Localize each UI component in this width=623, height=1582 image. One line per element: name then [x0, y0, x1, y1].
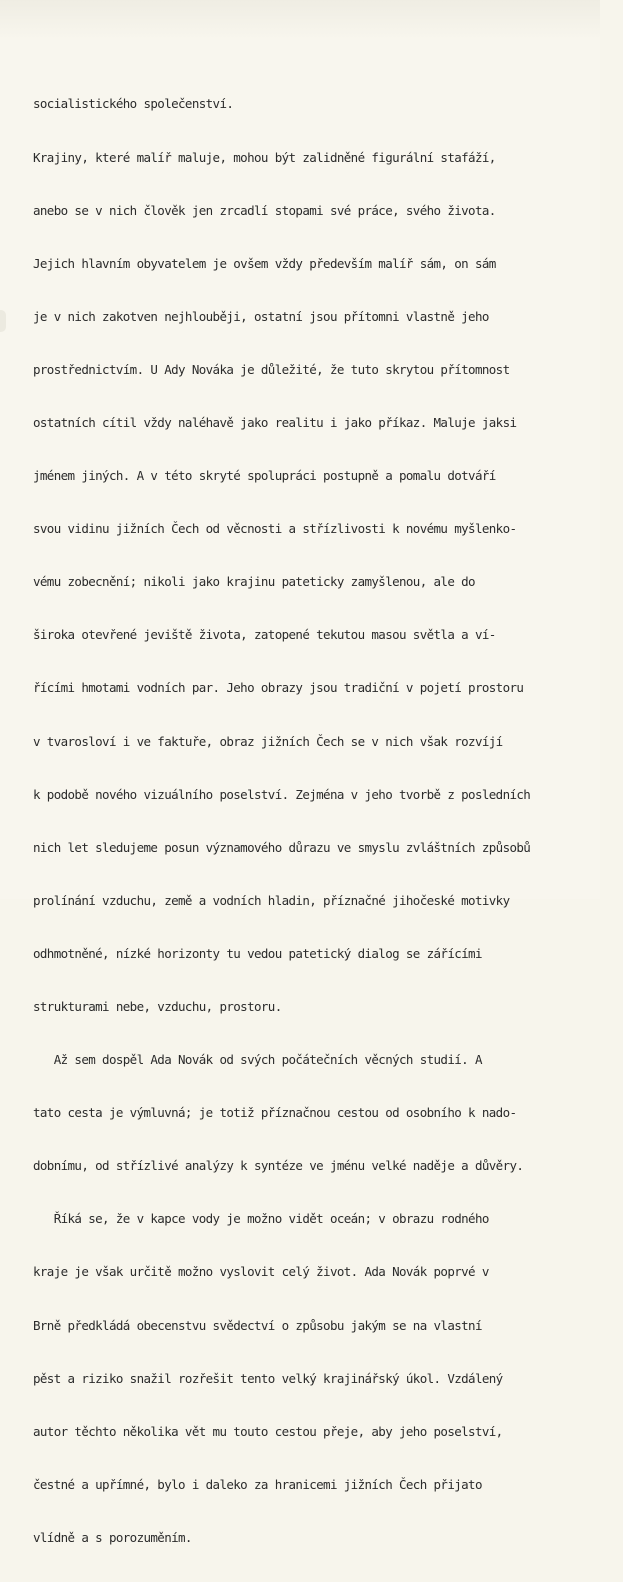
text-line: kraje je však určitě možno vyslovit celý život. Ada Novák poprvé v: [33, 1264, 489, 1280]
text-line: odhmotněné, nízké horizonty tu vedou patetický dialog se zářícími: [33, 945, 482, 961]
text-line: autor těchto několika vět mu touto cestou přeje, aby jeho poselství,: [33, 1423, 503, 1439]
text-line: svou vidinu jižních Čech od věcnosti a střízlivosti k novému myšlenko-: [33, 521, 517, 537]
text-line: řícími hmotami vodních par. Jeho obrazy jsou tradiční v pojetí prostoru: [33, 680, 524, 696]
text-line: jménem jiných. A v této skryté spolupráci postupně a pomalu dotváří: [33, 468, 496, 484]
typed-text-block: [33, 60, 623, 1582]
text-line: prolínání vzduchu, země a vodních hladin, příznačné jihočeské motivky: [33, 892, 510, 908]
text-line: socialistického společenství.: [33, 96, 234, 112]
text-line: strukturami nebe, vzduchu, prostoru.: [33, 999, 282, 1014]
text-line: čestné a upřímné, bylo i daleko za hranicemi jižních Čech přijato: [33, 1476, 482, 1492]
text-line: Jejich hlavním obyvatelem je ovšem vždy především malíř sám, on sám: [33, 255, 496, 271]
text-line: nich let sledujeme posun významového důrazu ve smyslu zvláštních způsobů: [33, 839, 531, 855]
text-line: dobnímu, od střízlivé analýzy k syntéze ve jménu velké naděje a důvěry.: [33, 1158, 524, 1174]
text-line: v tvarosloví i ve faktuře, obraz jižních Čech se v nich však rozvíjí: [33, 733, 503, 749]
text-line: Říká se, že v kapce vody je možno vidět oceán; v obrazu rodného: [33, 1211, 489, 1227]
text-line: pěst a riziko snažil rozřešit tento velký krajinářský úkol. Vzdálený: [33, 1370, 503, 1386]
punch-hole: [0, 310, 6, 332]
text-line: prostřednictvím. U Ady Nováka je důležité, že tuto skrytou přítomnost: [33, 361, 510, 377]
text-line: široka otevřené jeviště života, zatopené tekutou masou světla a ví-: [33, 627, 496, 643]
text-line: vému zobecnění; nikoli jako krajinu pateticky zamyšlenou, ale do: [33, 574, 475, 590]
text-line: vlídně a s porozuměním.: [33, 1529, 192, 1545]
text-line: je v nich zakotven nejhlouběji, ostatní jsou přítomni vlastně jeho: [33, 308, 489, 324]
text-line: Brně předkládá obecenstvu svědectví o způsobu jakým se na vlastní: [33, 1317, 482, 1333]
text-line: anebo se v nich člověk jen zrcadlí stopami své práce, svého života.: [33, 202, 496, 218]
text-line: k podobě nového vizuálního poselství. Zejména v jeho tvorbě z posledních: [33, 786, 531, 802]
text-line: ostatních cítil vždy naléhavě jako realitu i jako příkaz. Maluje jaksi: [33, 414, 517, 430]
text-line: Krajiny, které malíř maluje, mohou být zalidněné figurální stafáží,: [33, 149, 496, 165]
page-fold-shadow: [0, 0, 600, 40]
text-line: tato cesta je výmluvná; je totiž příznačnou cestou od osobního k nado-: [33, 1105, 517, 1121]
text-line: Až sem dospěl Ada Novák od svých počátečních věcných studií. A: [33, 1052, 482, 1068]
